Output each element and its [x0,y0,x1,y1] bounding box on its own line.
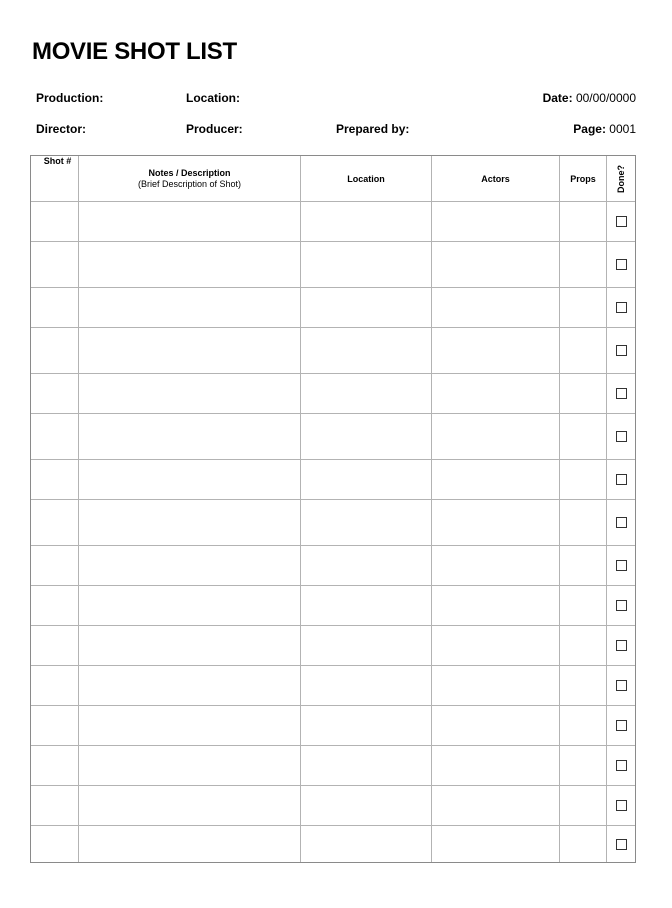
cell-done [607,500,635,546]
cell-location[interactable] [301,500,432,546]
cell-props[interactable] [560,786,607,826]
cell-actors[interactable] [432,328,560,374]
cell-done [607,586,635,626]
done-checkbox[interactable] [616,388,627,399]
column-header-notes [79,156,301,202]
cell-done [607,460,635,500]
shot-list-table [30,155,636,863]
done-checkbox[interactable] [616,720,627,731]
cell-actors[interactable] [432,706,560,746]
location-field[interactable] [186,91,240,105]
cell-done [607,786,635,826]
cell-actors[interactable] [432,500,560,546]
cell-props[interactable] [560,374,607,414]
cell-notes[interactable] [79,666,301,706]
cell-location[interactable] [301,706,432,746]
cell-shot[interactable] [31,666,79,706]
cell-actors[interactable] [432,826,560,862]
column-header-done-label: Done? [616,164,626,193]
cell-props[interactable] [560,746,607,786]
done-checkbox[interactable] [616,474,627,485]
column-header-props: Props [560,156,607,202]
production-label: Production: [36,91,104,105]
date-value: 00/00/0000 [575,91,636,105]
date-label: Date: [542,91,573,105]
page-field[interactable] [573,122,636,136]
cell-actors[interactable] [432,546,560,586]
cell-shot[interactable] [31,626,79,666]
cell-done [607,826,635,862]
done-checkbox[interactable] [616,302,627,313]
location-label: Location: [186,91,240,105]
cell-done [607,666,635,706]
director-field[interactable] [36,122,86,136]
page-label: Page: [573,122,606,136]
cell-notes[interactable] [79,460,301,500]
done-checkbox[interactable] [616,517,627,528]
cell-notes[interactable] [79,586,301,626]
prepared-by-field[interactable] [336,122,409,136]
cell-location[interactable] [301,288,432,328]
cell-notes[interactable] [79,242,301,288]
cell-location[interactable] [301,414,432,460]
cell-props[interactable] [560,242,607,288]
cell-props[interactable] [560,288,607,328]
cell-shot[interactable] [31,746,79,786]
cell-actors[interactable] [432,414,560,460]
cell-props[interactable] [560,666,607,706]
done-checkbox[interactable] [616,800,627,811]
cell-done [607,328,635,374]
cell-props[interactable] [560,706,607,746]
cell-shot[interactable] [31,374,79,414]
cell-props[interactable] [560,586,607,626]
cell-props[interactable] [560,202,607,242]
done-checkbox[interactable] [616,640,627,651]
cell-shot[interactable] [31,546,79,586]
cell-actors[interactable] [432,666,560,706]
column-header-location: Location [301,156,432,202]
cell-location[interactable] [301,202,432,242]
column-header-notes-subtitle: (Brief Description of Shot) [137,179,242,189]
cell-notes[interactable] [79,626,301,666]
cell-props[interactable] [560,626,607,666]
cell-actors[interactable] [432,242,560,288]
done-checkbox[interactable] [616,600,627,611]
cell-done [607,626,635,666]
cell-location[interactable] [301,626,432,666]
producer-label: Producer: [186,122,243,136]
cell-props[interactable] [560,826,607,862]
cell-props[interactable] [560,460,607,500]
cell-notes[interactable] [79,328,301,374]
cell-shot[interactable] [31,586,79,626]
cell-notes[interactable] [79,288,301,328]
cell-done [607,288,635,328]
cell-done [607,242,635,288]
prepared-by-label: Prepared by: [336,122,410,136]
cell-shot[interactable] [31,414,79,460]
cell-location[interactable] [301,586,432,626]
cell-props[interactable] [560,328,607,374]
cell-done [607,706,635,746]
cell-notes[interactable] [79,546,301,586]
cell-notes[interactable] [79,374,301,414]
cell-shot[interactable] [31,500,79,546]
cell-actors[interactable] [432,202,560,242]
cell-notes[interactable] [79,746,301,786]
cell-done [607,202,635,242]
cell-shot[interactable] [31,826,79,862]
cell-actors[interactable] [432,288,560,328]
done-checkbox[interactable] [616,760,627,771]
cell-actors[interactable] [432,746,560,786]
cell-notes[interactable] [79,500,301,546]
cell-done [607,546,635,586]
cell-props[interactable] [560,546,607,586]
cell-notes[interactable] [79,414,301,460]
done-checkbox[interactable] [616,345,627,356]
cell-props[interactable] [560,414,607,460]
cell-actors[interactable] [432,786,560,826]
cell-shot[interactable] [31,460,79,500]
done-checkbox[interactable] [616,680,627,691]
cell-location[interactable] [301,242,432,288]
director-label: Director: [36,122,87,136]
cell-actors[interactable] [432,586,560,626]
cell-shot[interactable] [31,288,79,328]
cell-notes[interactable] [79,706,301,746]
cell-props[interactable] [560,500,607,546]
done-checkbox[interactable] [616,216,627,227]
done-checkbox[interactable] [616,839,627,850]
done-checkbox[interactable] [616,560,627,571]
page-title: MOVIE SHOT LIST [32,38,237,65]
cell-done [607,746,635,786]
cell-shot[interactable] [31,786,79,826]
cell-location[interactable] [301,374,432,414]
done-checkbox[interactable] [616,431,627,442]
cell-shot[interactable] [31,202,79,242]
production-field[interactable] [36,91,103,105]
cell-notes[interactable] [79,786,301,826]
cell-location[interactable] [301,460,432,500]
cell-shot[interactable] [31,328,79,374]
cell-notes[interactable] [79,202,301,242]
cell-actors[interactable] [432,374,560,414]
cell-actors[interactable] [432,626,560,666]
cell-shot[interactable] [31,706,79,746]
column-header-actors: Actors [432,156,560,202]
done-checkbox[interactable] [616,259,627,270]
column-header-shot: Shot # [31,156,79,202]
cell-location[interactable] [301,746,432,786]
date-field[interactable] [543,91,636,105]
cell-actors[interactable] [432,460,560,500]
cell-done [607,414,635,460]
cell-location[interactable] [301,786,432,826]
column-header-notes-title: Notes / Description [148,168,231,178]
page-value: 0001 [609,122,636,136]
cell-location[interactable] [301,826,432,862]
cell-location[interactable] [301,328,432,374]
cell-location[interactable] [301,666,432,706]
cell-shot[interactable] [31,242,79,288]
cell-done [607,374,635,414]
column-header-done [607,156,635,202]
producer-field[interactable] [186,122,243,136]
cell-notes[interactable] [79,826,301,862]
cell-location[interactable] [301,546,432,586]
